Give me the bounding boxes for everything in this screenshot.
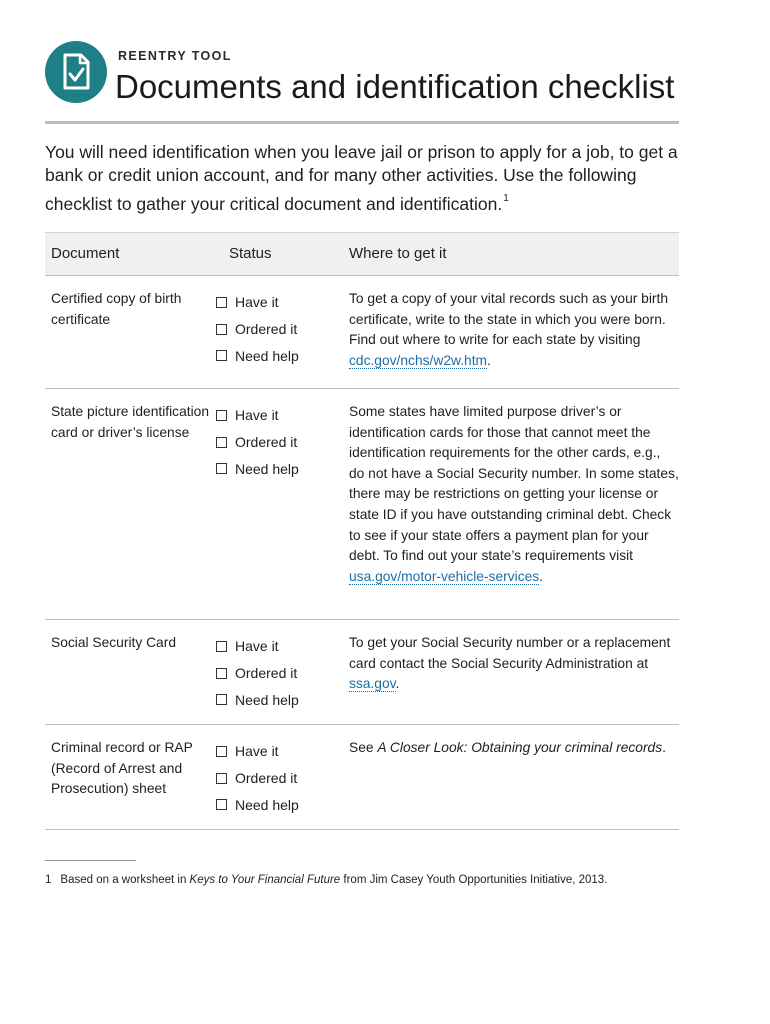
checkbox[interactable] <box>216 350 227 361</box>
checkbox[interactable] <box>216 297 227 308</box>
where-text: See <box>349 740 378 755</box>
section-kicker: REENTRY TOOL <box>118 49 232 63</box>
footnote <box>45 874 607 886</box>
status-have-it[interactable] <box>216 289 336 316</box>
where-link[interactable]: cdc.gov/nchs/w2w.htm <box>349 352 488 368</box>
checklist-table <box>45 232 679 830</box>
status-label: Ordered it <box>235 770 298 787</box>
footnote-title: Keys to Your Financial Future <box>189 874 341 886</box>
checkbox[interactable] <box>216 437 227 448</box>
where-text: To get your Social Security number or a replacement card contact the Social Security Administration at <box>349 635 671 671</box>
status-need-help[interactable] <box>216 791 336 818</box>
header-where: Where to get it <box>349 245 447 262</box>
where-punct: . <box>539 568 544 584</box>
checkbox[interactable] <box>216 773 227 784</box>
footnote-reference: 1 <box>503 193 509 204</box>
status-options <box>216 402 336 482</box>
status-have-it[interactable] <box>216 633 336 660</box>
where-punct: . <box>487 352 491 368</box>
where-to-get-it <box>349 738 679 759</box>
status-need-help[interactable] <box>216 686 336 713</box>
checkbox[interactable] <box>216 799 227 810</box>
checkbox[interactable] <box>216 641 227 652</box>
document-name: Social Security Card <box>51 635 176 650</box>
header-status: Status <box>229 245 272 262</box>
status-need-help[interactable] <box>216 342 336 369</box>
status-label: Need help <box>235 691 299 708</box>
page-title: Documents and identification checklist <box>115 68 675 105</box>
status-have-it[interactable] <box>216 402 336 429</box>
where-text: To get a copy of your vital records such as your birth certificate, write to the state in which you were born. Find out where to write for each state by visiting <box>349 291 669 348</box>
document-name: Criminal record or RAP (Record of Arrest and Prosecution) sheet <box>51 740 193 797</box>
title-divider <box>45 121 679 124</box>
where-punct: . <box>662 740 666 755</box>
header-document: Document <box>51 245 120 262</box>
status-ordered-it[interactable] <box>216 765 336 792</box>
intro-paragraph <box>45 141 685 216</box>
table-row <box>45 276 679 389</box>
status-ordered-it[interactable] <box>216 316 336 343</box>
document-name: Certified copy of birth certificate <box>51 291 182 327</box>
table-row <box>45 620 679 725</box>
where-link[interactable]: usa.gov/motor-vehicle-services <box>349 568 540 584</box>
status-label: Have it <box>235 638 279 655</box>
status-label: Ordered it <box>235 665 298 682</box>
where-to-get-it <box>349 289 679 371</box>
checkbox[interactable] <box>216 668 227 679</box>
checkbox[interactable] <box>216 746 227 757</box>
intro-text: You will need identification when you leave jail or prison to apply for a job, to get a bank or credit union account, and for many other activities. Use the following checklist to gather your critical document and identification. <box>45 142 678 214</box>
status-ordered-it[interactable] <box>216 660 336 687</box>
footnote-text: Based on a worksheet in <box>60 874 190 886</box>
status-options <box>216 738 336 818</box>
table-row <box>45 725 679 830</box>
status-label: Need help <box>235 460 299 477</box>
checkbox[interactable] <box>216 463 227 474</box>
footnote-source: from Jim Casey Youth Opportunities Initiative, 2013. <box>340 874 608 886</box>
page-header <box>45 40 685 110</box>
status-ordered-it[interactable] <box>216 429 336 456</box>
document-check-icon <box>45 41 107 103</box>
table-header <box>45 232 679 276</box>
status-label: Need help <box>235 796 299 813</box>
status-label: Need help <box>235 347 299 364</box>
where-punct: . <box>395 676 400 692</box>
document-name: State picture identification card or driver’s license <box>51 404 209 440</box>
status-have-it[interactable] <box>216 738 336 765</box>
checkbox[interactable] <box>216 410 227 421</box>
table-row <box>45 389 679 620</box>
status-options <box>216 289 336 369</box>
checkbox[interactable] <box>216 694 227 705</box>
where-to-get-it <box>349 633 679 695</box>
where-reference: A Closer Look: Obtaining your criminal records <box>377 740 663 755</box>
status-label: Ordered it <box>235 434 298 451</box>
footnote-divider <box>45 860 136 861</box>
footnote-number: 1 <box>45 874 52 886</box>
status-label: Have it <box>235 743 279 760</box>
where-to-get-it <box>349 402 679 587</box>
checkbox[interactable] <box>216 324 227 335</box>
status-label: Have it <box>235 294 279 311</box>
status-label: Have it <box>235 407 279 424</box>
where-text: Some states have limited purpose driver’s or identification cards for those that cannot meet the identification requirements for the other cards, e.g., do not have a Social Security number. In some states, there may be restrictions on getting your license or state ID if you have outstanding criminal debt. Check to see if your state offers a payment plan for your debt. To find out your state’s requirements visit <box>349 404 679 564</box>
status-need-help[interactable] <box>216 455 336 482</box>
status-options <box>216 633 336 713</box>
status-label: Ordered it <box>235 321 298 338</box>
where-link[interactable]: ssa.gov <box>349 676 396 692</box>
